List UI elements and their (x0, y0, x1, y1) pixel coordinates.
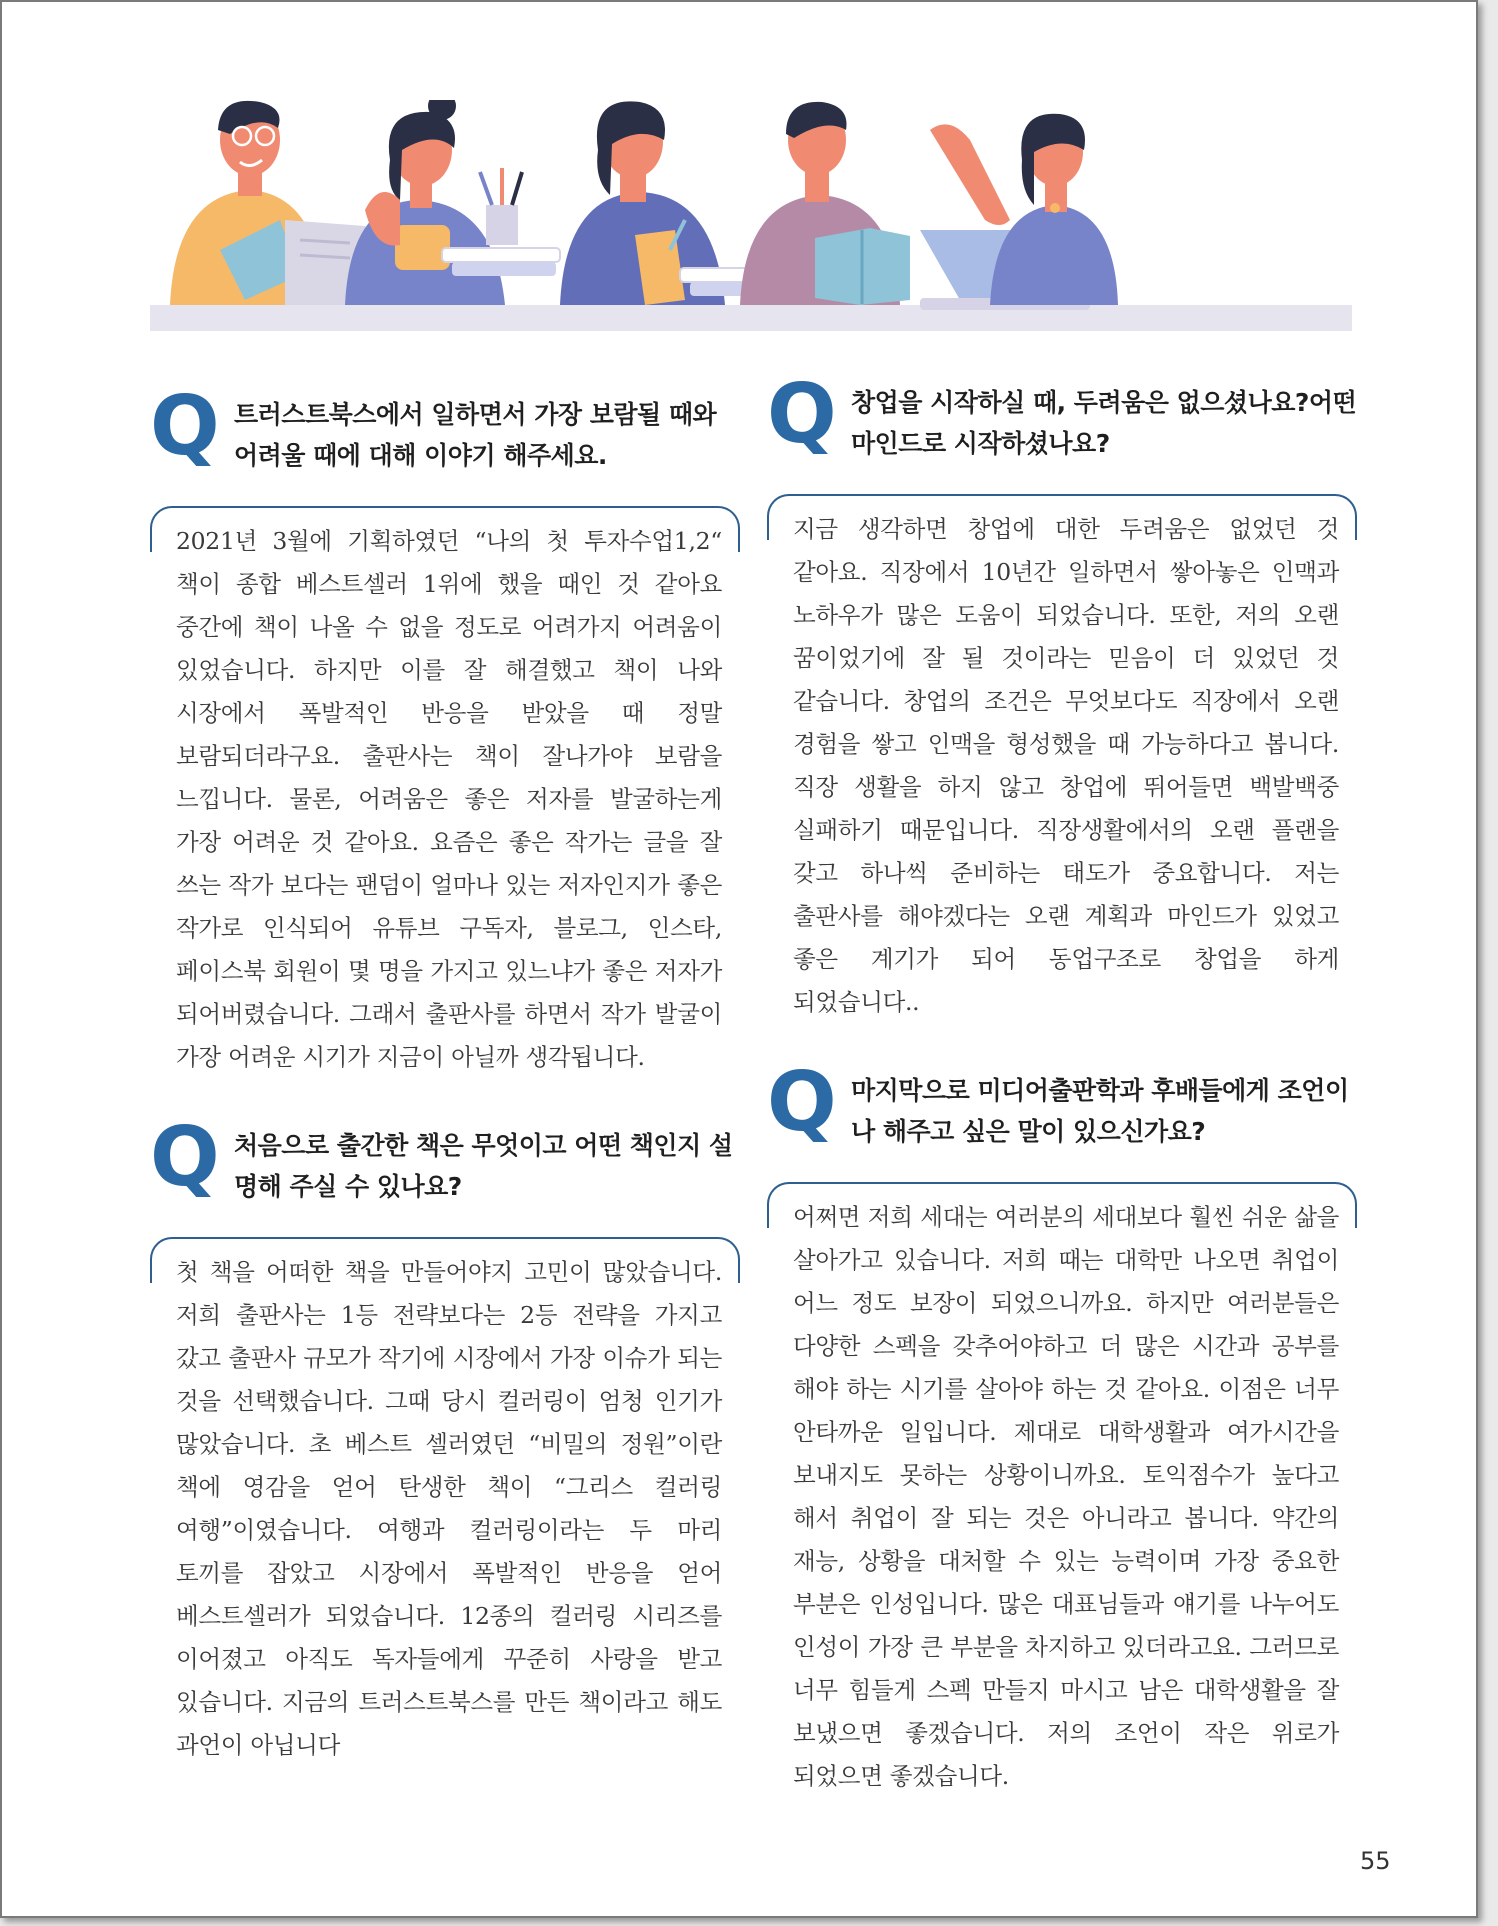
answer-text: 어쩌면 저희 세대는 여러분의 세대보다 훨씬 쉬운 삶을 살아가고 있습니다. 저희 때는 대학만 나오면 취업이 어느 정도 보장이 되었으니까요. 하지만 여러분들은 다양한 스펙을 갖추어야하고 더 많은 시간과 공부를 해야 하는 시기를 살아야 하는 것 같아요. 이점은 너무 안타까운 일입니다. 제대로 대학생활과 여가시간을 보내지도 못하는 상황이니까요. 토익점수가 높다고 해서 취업이 잘 되는 것은 아니라고 봅니다. 약간의 재능, 상황을 대처할 수 있는 능력이며 가장 중요한 부분은 인성입니다. 많은 대표님들과 얘기를 나누어도 인성이 가장 큰 부분을 차지하고 있더라고요. 그러므로 너무 힘들게 스펙 만들지 마시고 남은 대학생활을 잘 보냈으면 좋겠습니다. 저의 조언이 작은 위로가 되었으면 좋겠습니다. (793, 1203, 1339, 1790)
answer-text: 2021년 3월에 기획하였던 “나의 첫 투자수업1,2“ 책이 종합 베스트셀러 1위에 했을 때인 것 같아요 중간에 책이 나올 수 없을 정도로 어려가지 어려움이 있었습니다. 하지만 이를 잘 해결했고 책이 나와 시장에서 폭발적인 반응을 받았을 때 정말 보람되더라구요. 출판사는 책이 잘나가야 보람을 느낍니다. 물론, 어려움은 좋은 저자를 발굴하는게 가장 어려운 것 같아요. 요즘은 좋은 작가는 글을 잘 쓰는 작가 보다는 팬덤이 얼마나 있는 저자인지가 좋은 작가로 인식되어 유튜브 구독자, 블로그, 인스타, 페이스북 회원이 몇 명을 가지고 있느냐가 좋은 저자가 되어버렸습니다. 그래서 출판사를 하면서 작가 발굴이 가장 어려운 시기가 지금이 아닐까 생각됩니다. (176, 527, 722, 1071)
question-heading (767, 1055, 1357, 1152)
answer-text: 지금 생각하면 창업에 대한 두려움은 없었던 것 같아요. 직장에서 10년간 일하면서 쌓아놓은 인맥과 노하우가 많은 도움이 되었습니다. 또한, 저의 오랜 꿈이었기에 잘 될 것이라는 믿음이 더 있었던 것 같습니다. 창업의 조건은 무엇보다도 직장에서 오랜 경험을 쌓고 인맥을 형성했을 때 가능하다고 봅니다. 직장 생활을 하지 않고 창업에 뛰어들면 백발백중 실패하기 때문입니다. 직장생활에서의 오랜 플랜을 갖고 하나씩 준비하는 태도가 중요합니다. 저는 출판사를 해야겠다는 오랜 계획과 마인드가 있었고 좋은 계기가 되어 동업구조로 창업을 하게 되었습니다.. (793, 515, 1339, 1016)
answer-box (767, 494, 1357, 1024)
question-heading (767, 367, 1357, 464)
question-heading (150, 1110, 740, 1207)
question-heading (150, 379, 740, 476)
answer-text: 첫 책을 어떠한 책을 만들어야지 고민이 많았습니다. 저희 출판사는 1등 전략보다는 2등 전략을 가지고 갔고 출판사 규모가 작기에 시장에서 가장 이슈가 되는 것을 선택했습니다. 그때 당시 컬러링이 엄청 인기가 많았습니다. 초 베스트 셀러였던 “비밀의 정원”이란 책에 영감을 얻어 탄생한 책이 “그리스 컬러링 여행”이였습니다. 여행과 컬러링이라는 두 마리 토끼를 잡았고 시장에서 폭발적인 반응을 얻어 베스트셀러가 되었습니다. 12종의 컬러링 시리즈를 이어졌고 아직도 독자들에게 꾸준히 사랑을 받고 있습니다. 지금의 트러스트북스를 만든 책이라고 해도 과언이 아닙니다 (176, 1258, 722, 1759)
qa-block (150, 1110, 740, 1767)
page-number: 55 (1360, 1847, 1391, 1875)
question-text: 마지막으로 미디어출판학과 후배들에게 조언이나 해주고 싶은 말이 있으신가요? (851, 1076, 1349, 1146)
right-column (767, 367, 1357, 1844)
question-text: 처음으로 출간한 책은 무엇이고 어떤 책인지 설명해 주실 수 있나요? (234, 1131, 733, 1201)
q-mark: Q (767, 1055, 837, 1150)
question-text: 트러스트북스에서 일하면서 가장 보람될 때와 어려울 때에 대해 이야기 해주세요. (234, 400, 717, 470)
q-mark: Q (767, 367, 837, 462)
answer-box (767, 1182, 1357, 1798)
answer-box (150, 1237, 740, 1767)
person-man-book-illustration (740, 102, 910, 305)
q-mark: Q (150, 1110, 220, 1205)
answer-box (150, 506, 740, 1079)
qa-block (767, 367, 1357, 1024)
left-column (150, 379, 740, 1813)
question-text: 창업을 시작하실 때, 두려움은 없으셨나요?어떤 마인드로 시작하셨나요? (851, 388, 1357, 458)
people-reading-illustration (150, 100, 1352, 340)
qa-block (150, 379, 740, 1079)
qa-block (767, 1055, 1357, 1798)
q-mark: Q (150, 379, 220, 474)
